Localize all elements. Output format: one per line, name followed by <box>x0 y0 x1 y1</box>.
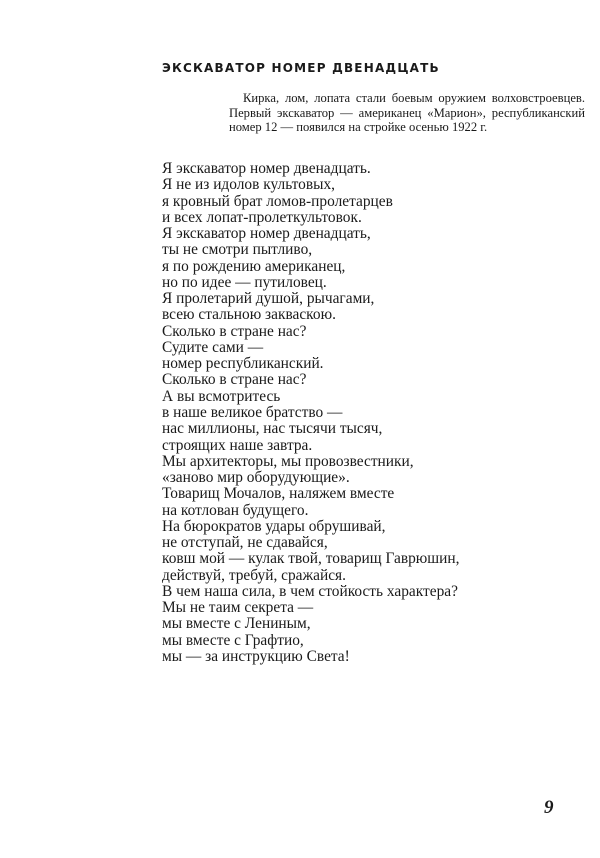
verse-line: Мы не таим секрета — <box>162 599 314 617</box>
verse-line: Я экскаватор номер двенадцать, <box>162 225 371 243</box>
verse-line: и всех лопат-пролеткультовок. <box>162 208 362 226</box>
verse-line: В чем наша сила, в чем стойкость характера? <box>162 582 458 600</box>
verse-line: я по рождению американец, <box>162 257 346 275</box>
verse-line: но по идее — путиловец. <box>162 273 327 291</box>
verse-line: «заново мир оборудующие». <box>162 469 350 487</box>
verse-line: Судите сами — <box>162 338 264 356</box>
verse-line: не отступай, не сдавайся, <box>162 534 328 552</box>
verse-line: строящих наше завтра. <box>162 436 313 454</box>
verse-line: Мы архитекторы, мы провозвестники, <box>162 452 414 470</box>
verse-line: мы вместе с Графтио, <box>162 631 304 649</box>
verse-line: Сколько в стране нас? <box>162 371 307 389</box>
verse-line: я кровный брат ломов-пролетарцев <box>162 192 393 210</box>
verse-line: Я не из идолов культовых, <box>162 176 336 194</box>
verse-line: действуй, требуй, сражайся. <box>162 566 346 584</box>
verse-line: мы — за инструкцию Света! <box>162 647 350 665</box>
verse-line: в наше великое братство — <box>162 403 343 421</box>
verse-line: на котлован будущего. <box>162 501 309 519</box>
verse-line: Сколько в стране нас? <box>162 322 307 340</box>
epigraph-note: Кирка, лом, лопата стали боевым оружием волховстроевцев. Первый экскаватор — американец «Марион», республиканский номер 12 — появился на стройке осенью 1922 г. <box>229 91 585 135</box>
verse-line: А вы всмотритесь <box>162 387 281 405</box>
verse-line: нас миллионы, нас тысячи тысяч, <box>162 420 383 438</box>
verse-line: На бюрократов удары обрушивай, <box>162 517 386 535</box>
verse-line: номер республиканский. <box>162 355 324 373</box>
verse-line: ты не смотри пытливо, <box>162 241 313 259</box>
verse-line: всею стальною закваскою. <box>162 306 336 324</box>
verse-line: Я пролетарий душой, рычагами, <box>162 290 375 308</box>
verse-line: ковш мой — кулак твой, товарищ Гаврюшин, <box>162 550 460 568</box>
verse-line: Товарищ Мочалов, наляжем вместе <box>162 485 395 503</box>
page-number: 9 <box>544 797 554 818</box>
verse-line: Я экскаватор номер двенадцать. <box>162 160 371 177</box>
poem-title: ЭКСКАВАТОР НОМЕР ДВЕНАДЦАТЬ <box>162 61 440 75</box>
verse-line: мы вместе с Лениным, <box>162 615 311 633</box>
poem-verse <box>162 161 459 665</box>
